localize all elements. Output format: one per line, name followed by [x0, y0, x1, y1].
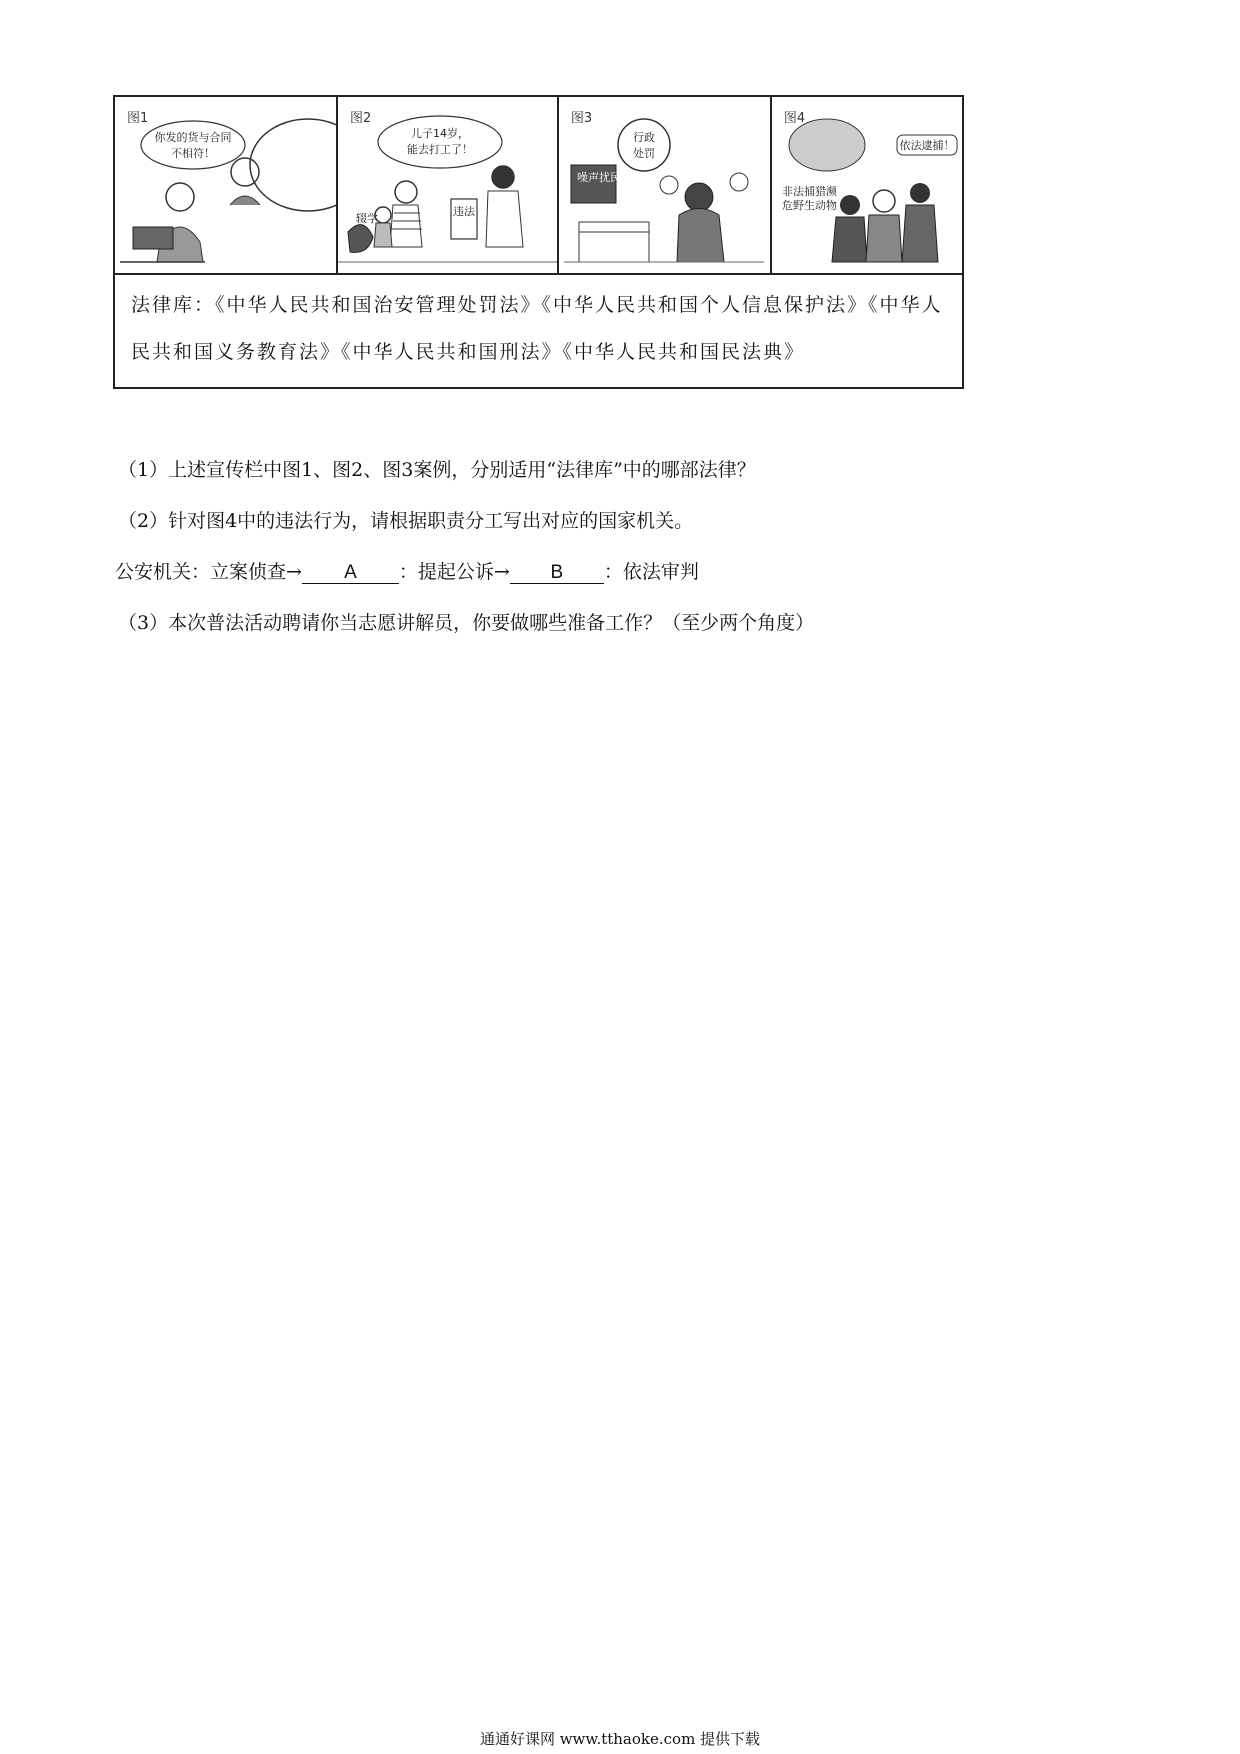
- propaganda-poster: [113, 95, 964, 389]
- fig2-side-sign: 辍学: [355, 212, 378, 225]
- page-footer: 通通好课网 www.tthaoke.com 提供下载: [479, 1730, 761, 1748]
- fig1-cartoon: [115, 97, 337, 273]
- fig4-label: 图4: [783, 111, 806, 126]
- fig2-bubble-line2: 能去打工了！: [406, 143, 473, 156]
- fig4-side-sign-line2: 危野生动物: [781, 199, 837, 212]
- fig2-bubble-line1: 儿子14岁，: [410, 127, 469, 140]
- panel-fig1: [115, 97, 338, 273]
- panel-fig2: [338, 97, 559, 273]
- fig1-label: 图1: [127, 111, 149, 126]
- fig3-bubble-line2: 处罚: [632, 147, 655, 160]
- fig4-bubble: 依法逮捕！: [899, 139, 955, 152]
- flow-part2: ：提起公诉→: [398, 561, 510, 583]
- blank-a[interactable]: A: [302, 563, 399, 584]
- panel-fig3: [559, 97, 772, 273]
- fig2-card-sign: 违法: [452, 205, 475, 218]
- cartoon-panels: [115, 97, 962, 275]
- law-library-text: 法律库：《中华人民共和国治安管理处罚法》《中华人民共和国个人信息保护法》《中华人民共和国义务教育法》《中华人民共和国刑法》《中华人民共和国民法典》: [131, 294, 943, 363]
- fig3-bubble-line1: 行政: [632, 131, 655, 144]
- question-3: （3）本次普法活动聘请你当志愿讲解员，你要做哪些准备工作？（至少两个角度）: [118, 612, 815, 634]
- fig1-bubble-line2: 不相符！: [171, 147, 215, 160]
- fig1-bubble-line1: 你发的货与合同: [154, 131, 232, 144]
- blank-b[interactable]: B: [510, 563, 604, 584]
- panel-fig4: [772, 97, 962, 273]
- question-2-flow: [115, 557, 699, 584]
- flow-part1: 公安机关：立案侦查→: [115, 561, 302, 583]
- flow-part3: ：依法审判: [603, 561, 699, 583]
- fig2-label: 图2: [349, 111, 372, 126]
- question-2: （2）针对图4中的违法行为，请根据职责分工写出对应的国家机关。: [118, 510, 694, 532]
- question-1: （1）上述宣传栏中图1、图2、图3案例，分别适用“法律库”中的哪部法律？: [118, 459, 756, 481]
- fig3-side-sign: 噪声扰民: [576, 171, 621, 184]
- fig3-label: 图3: [570, 111, 593, 126]
- fig4-side-sign-line1: 非法捕猎濒: [781, 185, 837, 198]
